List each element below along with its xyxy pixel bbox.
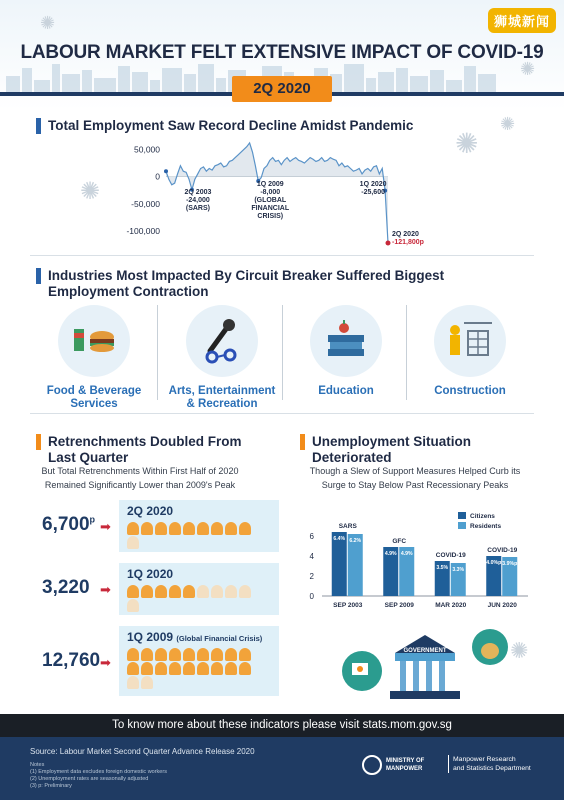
period-note: (Global Financial Crisis)	[176, 634, 263, 643]
person-icon	[225, 662, 237, 675]
section-divider	[30, 413, 534, 414]
people-icons	[127, 522, 262, 549]
y-tick-label: -50,000	[131, 198, 160, 209]
note-line: (3) p: Preliminary	[30, 783, 72, 789]
person-icon	[183, 648, 195, 661]
industry-arts-entertainment	[160, 305, 284, 411]
retrenchment-period	[127, 504, 173, 518]
person-icon	[239, 522, 251, 535]
person-icon	[239, 648, 251, 661]
ministry-logo-icon	[362, 755, 382, 775]
retrenchment-card	[119, 626, 279, 696]
bar-value-label: 4.9%	[400, 551, 413, 557]
person-icon	[211, 585, 223, 598]
bar-value-label: 4.9%	[384, 551, 397, 557]
legend-swatch	[458, 512, 466, 519]
people-icons	[127, 585, 262, 612]
retrenchments-heading	[48, 434, 242, 466]
construction-icon	[434, 305, 506, 377]
arrow-right-icon: ➡	[100, 655, 111, 670]
period-text: 1Q 2020	[127, 567, 174, 581]
person-icon	[197, 662, 209, 675]
retrenchment-value	[42, 514, 95, 536]
unemployment-heading-line2: Deteriorated	[312, 450, 392, 465]
person-icon	[141, 662, 153, 675]
preliminary-mark: p	[89, 514, 96, 525]
employment-line-chart	[120, 138, 424, 250]
annotation-label: 1Q 2009	[256, 181, 284, 188]
category-title: COVID-19	[487, 547, 518, 554]
person-icon	[127, 585, 139, 598]
column-divider	[406, 305, 407, 400]
arrow-right-icon: ➡	[100, 582, 111, 597]
person-icon	[141, 676, 153, 689]
y-tick-label: 0	[309, 592, 314, 601]
industry-label: Food & Beverage	[46, 385, 142, 397]
industry-food-beverage	[32, 305, 156, 411]
retrenchment-row	[24, 563, 254, 613]
x-tick-label: SEP 2003	[333, 602, 363, 609]
books-icon	[310, 305, 382, 377]
column-divider	[282, 305, 283, 400]
virus-icon: ✺	[500, 114, 516, 134]
industries-heading-line1: Industries Most Impacted By Circuit Breaker Suffered Biggest	[48, 268, 445, 283]
note-line: (1) Employment data excludes foreign domestic workers	[30, 769, 167, 775]
virus-icon: ✺	[80, 178, 101, 205]
unemployment-heading	[312, 434, 471, 466]
person-icon	[183, 522, 195, 535]
retrenchments-heading-line2: Last Quarter	[48, 450, 129, 465]
bar-value-label: 4.0%p	[486, 560, 502, 566]
annotation-label: -25,600	[361, 189, 385, 196]
bar-value-label: 6.4%	[333, 536, 346, 542]
y-tick-label: 2	[309, 572, 314, 581]
annotation-label: 2Q 2020	[392, 231, 419, 238]
virus-icon: ✺	[510, 638, 529, 663]
annotation-value: -121,800p	[392, 239, 424, 246]
industry-label: Arts, Entertainment	[168, 385, 276, 397]
retrenchments-subtitle	[20, 464, 260, 492]
subtitle-line: Surge to Stay Below Past Recessionary Peaks	[321, 480, 509, 490]
person-icon	[225, 522, 237, 535]
retrenchment-value	[42, 577, 90, 599]
annotation-label: 1Q 2020	[359, 181, 387, 188]
department-name	[448, 755, 531, 773]
annotation-label: 2Q 2003	[184, 189, 212, 196]
value-text: 3,220	[42, 577, 90, 598]
person-icon	[127, 599, 139, 612]
industry-construction	[408, 305, 532, 398]
person-icon	[127, 648, 139, 661]
person-icon	[155, 522, 167, 535]
note-line: (2) Unemployment rates are seasonally adjusted	[30, 776, 149, 782]
page-title: LABOUR MARKET FELT EXTENSIVE IMPACT OF COVID-19	[20, 42, 544, 63]
category-title: SARS	[338, 523, 357, 530]
annotation-label: (GLOBAL	[254, 197, 287, 204]
person-icon	[169, 662, 181, 675]
subtitle-line: Though a Slew of Support Measures Helped Curb its	[309, 466, 521, 476]
person-icon	[127, 522, 139, 535]
government-building-icon	[340, 625, 520, 705]
person-icon	[225, 585, 237, 598]
person-icon	[197, 648, 209, 661]
person-icon	[155, 648, 167, 661]
y-tick-label: 0	[155, 171, 160, 182]
industry-label: Education	[318, 385, 374, 397]
x-tick-label: MAR 2020	[435, 602, 467, 609]
person-icon	[155, 662, 167, 675]
bar-value-label: 3.5%	[436, 565, 449, 571]
annotation-label: -8,000	[260, 189, 281, 196]
retrenchments-heading-line1: Retrenchments Doubled From	[48, 434, 242, 449]
person-icon	[127, 536, 139, 549]
person-icon	[141, 522, 153, 535]
retrenchment-value	[42, 650, 100, 672]
period-text: 2Q 2020	[127, 504, 174, 518]
person-icon	[127, 676, 139, 689]
person-icon	[183, 662, 195, 675]
x-tick-label: JUN 2020	[487, 602, 517, 609]
watermark-logo: 狮城新闻	[488, 8, 556, 33]
people-icons	[127, 648, 262, 689]
bar-value-label: 6.2%	[349, 538, 362, 544]
employment-heading: Total Employment Saw Record Decline Amidst Pandemic	[48, 118, 414, 133]
annotation-label: FINANCIAL	[251, 205, 290, 212]
ministry-line: MANPOWER	[386, 766, 423, 772]
bar-value-label: 3.9%p	[502, 561, 518, 567]
person-icon	[211, 522, 223, 535]
person-icon	[225, 648, 237, 661]
subtitle-line: Remained Significantly Lower than 2009's Peak	[44, 480, 236, 490]
ministry-line: MINISTRY OF	[386, 758, 425, 764]
notes	[30, 762, 167, 790]
legend-swatch	[458, 522, 466, 529]
person-icon	[239, 585, 251, 598]
x-tick-label: SEP 2009	[384, 602, 414, 609]
virus-icon: ✺	[455, 128, 479, 159]
person-icon	[197, 585, 209, 598]
annotation-label: -24,000	[186, 197, 210, 204]
period-text: 1Q 2009	[127, 630, 174, 644]
virus-icon: ✺	[520, 59, 536, 79]
retrenchment-card	[119, 500, 279, 552]
industries-heading	[48, 268, 444, 300]
unemployment-subtitle	[290, 464, 540, 492]
legend-label: Citizens	[470, 513, 495, 520]
y-tick-label: 4	[309, 552, 314, 561]
person-icon	[197, 522, 209, 535]
note-line: Notes	[30, 762, 45, 768]
column-divider	[157, 305, 158, 400]
annotation-label: (SARS)	[185, 205, 211, 212]
legend-label: Residents	[470, 523, 502, 530]
dept-line: Manpower Research	[453, 756, 516, 763]
person-icon	[141, 648, 153, 661]
section-divider	[30, 255, 534, 256]
person-icon	[127, 662, 139, 675]
industries-heading-line2: Employment Contraction	[48, 284, 209, 299]
person-icon	[183, 585, 195, 598]
person-icon	[155, 585, 167, 598]
unemployment-heading-line1: Unemployment Situation	[312, 434, 472, 449]
ministry-name	[386, 757, 424, 773]
period-badge: 2Q 2020	[232, 76, 332, 102]
category-title: COVID-19	[435, 552, 466, 559]
microphone-icon	[186, 305, 258, 377]
footer	[0, 737, 564, 800]
info-banner: To know more about these indicators please visit stats.mom.gov.sg	[0, 714, 564, 737]
arrow-right-icon: ➡	[100, 519, 111, 534]
value-text: 6,700	[42, 514, 90, 535]
dept-line: and Statistics Department	[453, 765, 531, 772]
y-tick-label: 50,000	[134, 144, 160, 155]
industry-label: Services	[70, 398, 118, 410]
government-sign: GOVERNMENT	[403, 648, 447, 654]
food-icon	[58, 305, 130, 377]
virus-icon: ✺	[40, 13, 56, 33]
category-title: GFC	[392, 538, 407, 545]
value-text: 12,760	[42, 650, 101, 671]
annotation-label: CRISIS)	[257, 213, 284, 220]
industry-label: Construction	[434, 385, 506, 397]
person-icon	[211, 648, 223, 661]
source-text: Source: Labour Market Second Quarter Advance Release 2020	[30, 747, 255, 756]
retrenchment-row	[24, 500, 254, 550]
person-icon	[169, 585, 181, 598]
y-tick-label: -100,000	[126, 226, 160, 237]
person-icon	[239, 662, 251, 675]
retrenchment-period	[127, 567, 173, 581]
industry-label: & Recreation	[186, 398, 258, 410]
subtitle-line: But Total Retrenchments Within First Half of 2020	[41, 466, 239, 476]
unemployment-bar-chart	[302, 512, 532, 612]
person-icon	[169, 522, 181, 535]
person-icon	[211, 662, 223, 675]
person-icon	[169, 648, 181, 661]
retrenchment-period	[127, 630, 262, 644]
data-point	[164, 169, 168, 173]
retrenchment-card	[119, 563, 279, 615]
data-point-highlight	[386, 240, 391, 245]
retrenchment-row	[24, 626, 263, 696]
person-icon	[141, 585, 153, 598]
industry-education	[284, 305, 408, 398]
bar-value-label: 3.3%	[452, 567, 465, 573]
y-tick-label: 6	[309, 532, 314, 541]
